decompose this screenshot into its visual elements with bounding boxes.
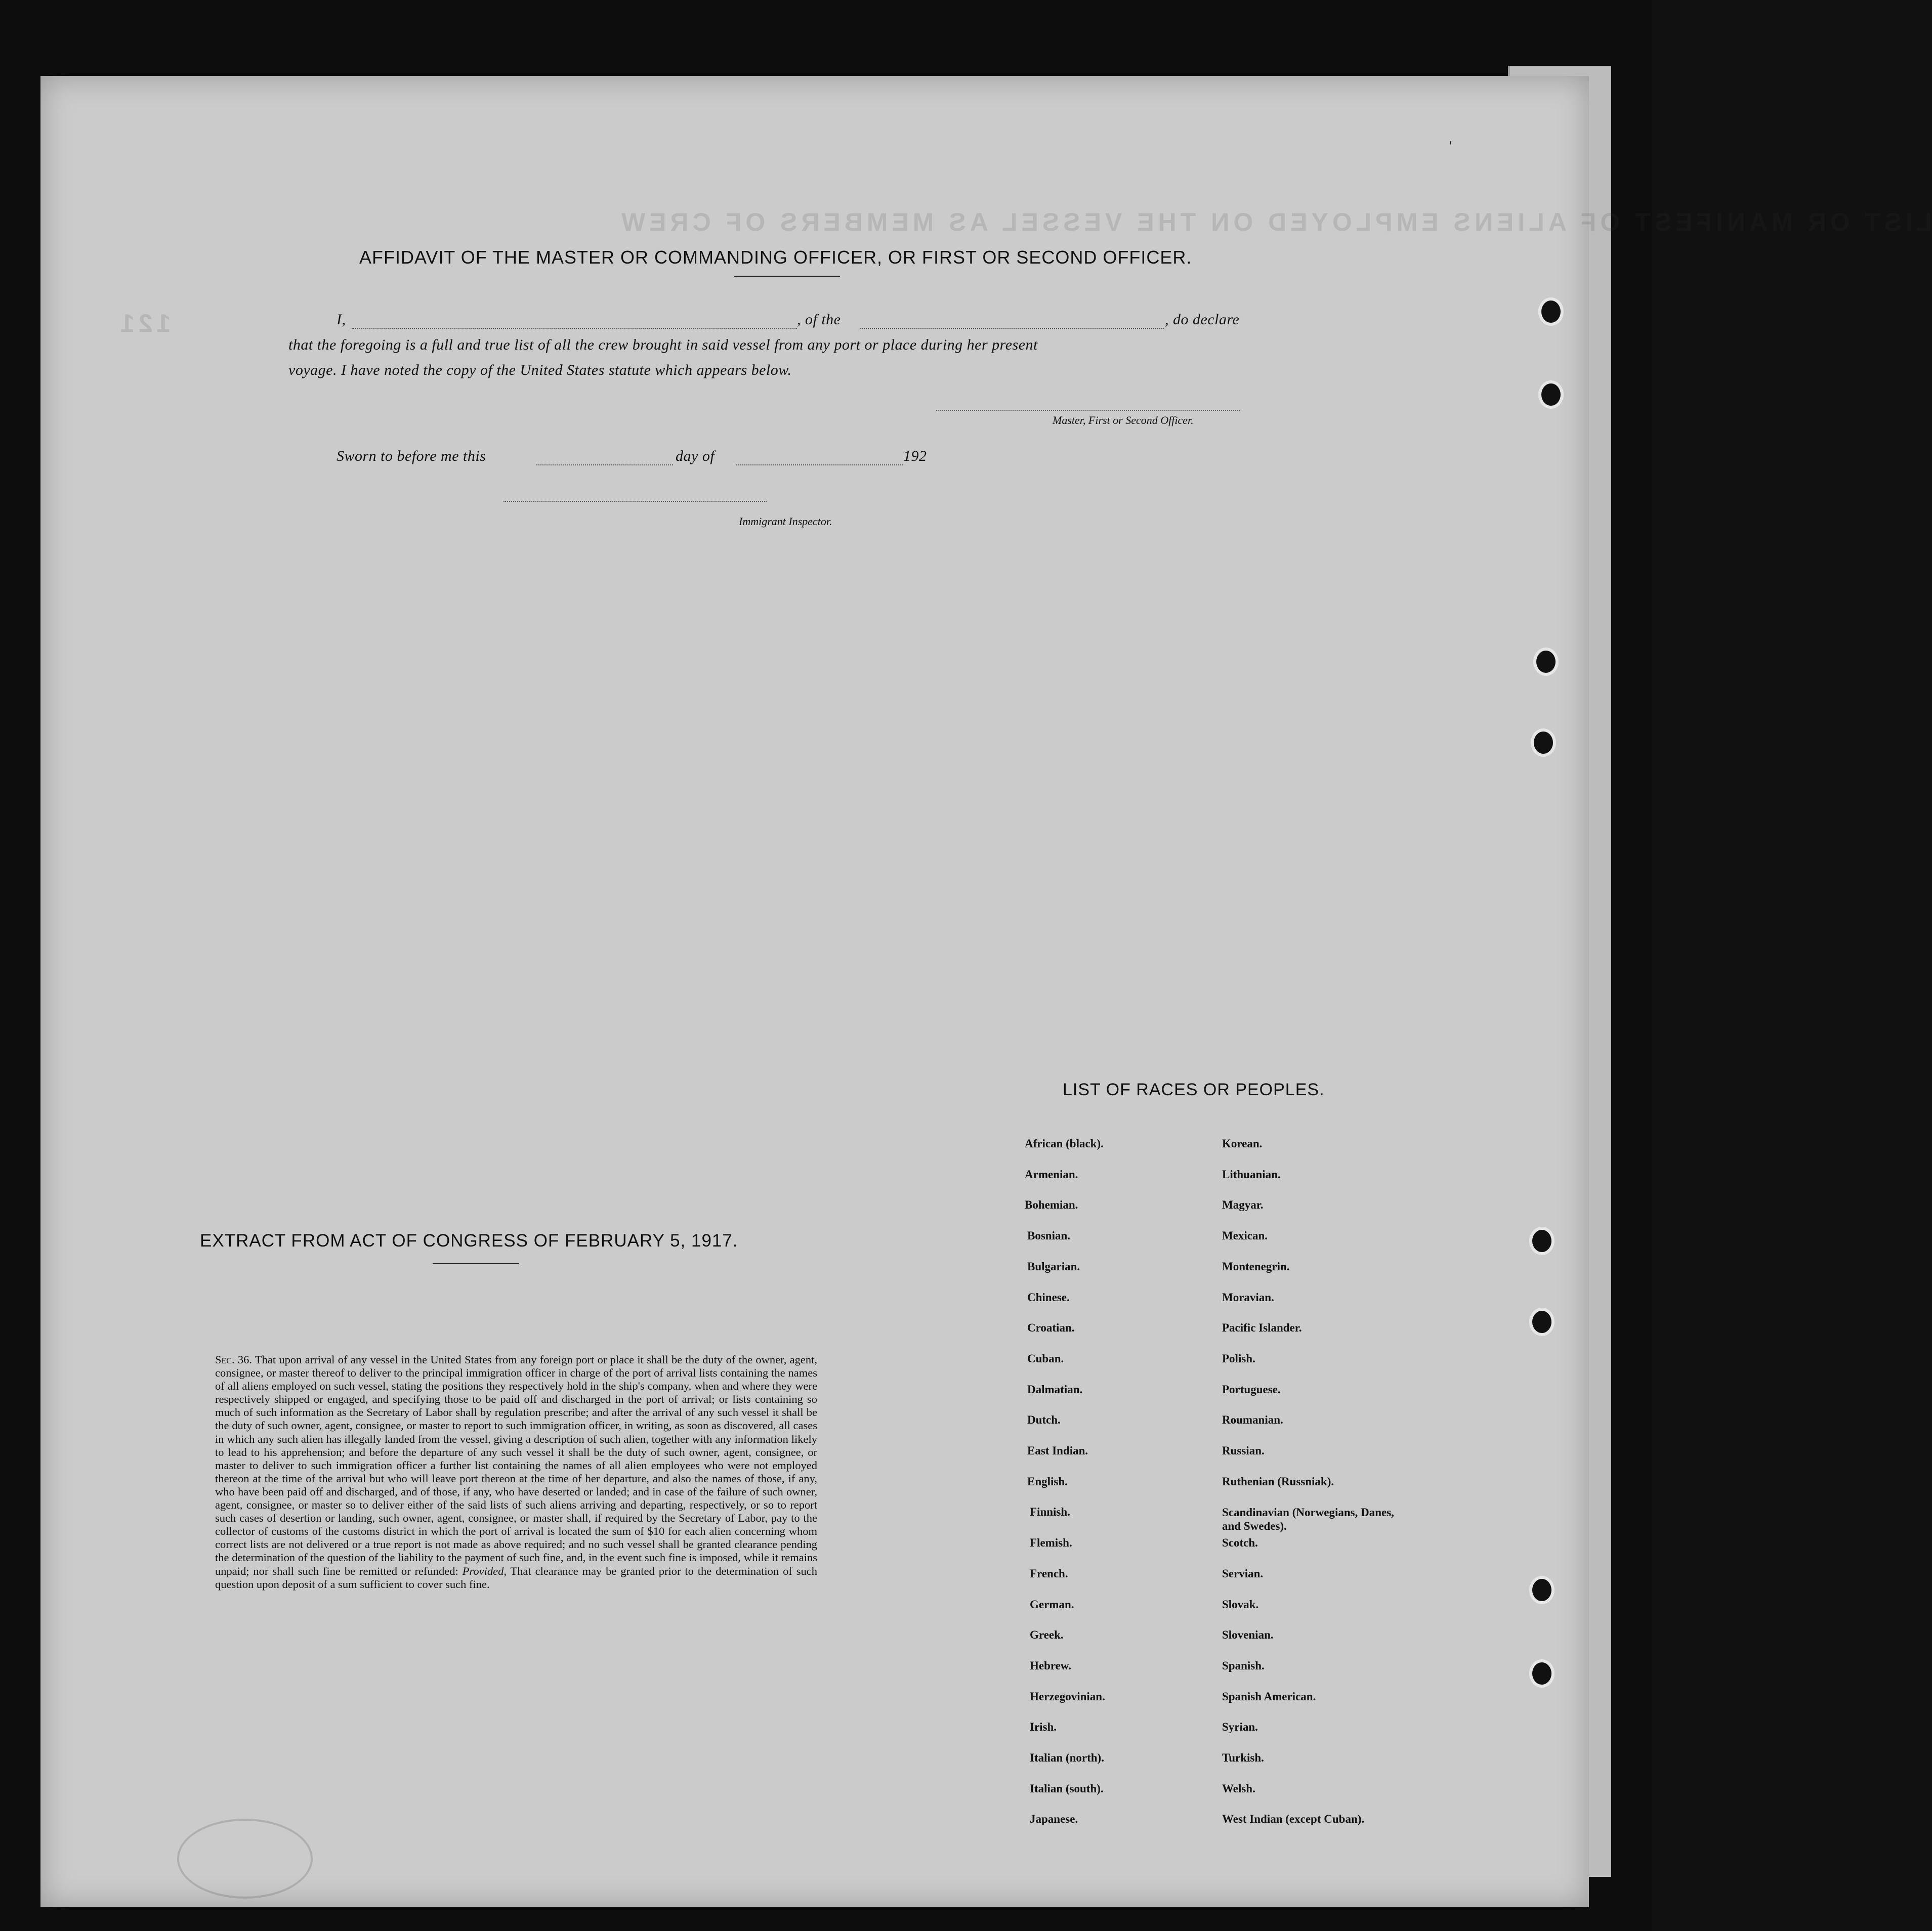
race-item: West Indian (except Cuban). xyxy=(1222,1813,1365,1826)
manifest-page xyxy=(40,76,1932,1907)
section-36-text xyxy=(215,1353,817,1591)
binder-hole xyxy=(1529,1227,1555,1255)
race-item: Japanese. xyxy=(1030,1813,1078,1826)
race-item: Pacific Islander. xyxy=(1222,1321,1302,1335)
race-item: English. xyxy=(1027,1475,1068,1488)
race-item: Greek. xyxy=(1030,1628,1064,1642)
race-item: Finnish. xyxy=(1030,1506,1070,1519)
race-item: Scandinavian (Norwegians, Danes, and Swedes). xyxy=(1222,1506,1394,1533)
race-item: Syrian. xyxy=(1222,1721,1258,1734)
affidavit-title-rule xyxy=(734,276,840,277)
binder-hole xyxy=(1538,380,1564,409)
race-item: Chinese. xyxy=(1027,1291,1070,1304)
race-item: Slovak. xyxy=(1222,1598,1259,1611)
affidavit-line-2: that the foregoing is a full and true list of all the crew brought in said vessel from any port or place during her present xyxy=(288,336,1038,353)
extract-title: EXTRACT FROM ACT OF CONGRESS OF FEBRUARY 5, 1917. xyxy=(200,1231,738,1251)
race-item: Armenian. xyxy=(1025,1168,1078,1181)
races-title: LIST OF RACES OR PEOPLES. xyxy=(1063,1080,1325,1099)
race-item: African (black). xyxy=(1025,1137,1104,1150)
binder-hole xyxy=(1531,728,1556,757)
sworn-label: Sworn to before me this xyxy=(337,448,486,464)
race-item: Spanish American. xyxy=(1222,1690,1316,1703)
race-item: Italian (south). xyxy=(1030,1782,1104,1795)
show-through-page-number: 121 xyxy=(116,309,171,337)
show-through-heading: LIST OR MANIFEST OF ALIENS EMPLOYED ON THE VESSEL AS MEMBERS OF CREW xyxy=(617,208,1932,236)
race-item: Magyar. xyxy=(1222,1198,1264,1212)
race-item: Spanish. xyxy=(1222,1659,1265,1672)
affidavit-line-3: voyage. I have noted the copy of the United States statute which appears below. xyxy=(288,362,792,378)
sworn-day-line[interactable] xyxy=(536,464,673,465)
binder-hole xyxy=(1533,648,1559,676)
race-item: Herzegovinian. xyxy=(1030,1690,1105,1703)
officer-signature-caption: Master, First or Second Officer. xyxy=(1053,414,1194,426)
race-item: Polish. xyxy=(1222,1352,1255,1365)
race-item: Mexican. xyxy=(1222,1229,1268,1242)
section-label: Sec. 36. xyxy=(215,1353,253,1366)
race-item: Italian (north). xyxy=(1030,1751,1104,1764)
sworn-month-line[interactable] xyxy=(736,464,903,465)
provided-label: Provided, xyxy=(462,1564,507,1577)
race-item: Russian. xyxy=(1222,1444,1265,1457)
race-item: Scotch. xyxy=(1222,1536,1258,1550)
inspector-signature-line[interactable] xyxy=(503,501,767,502)
race-item: Bohemian. xyxy=(1025,1198,1078,1212)
race-item: Korean. xyxy=(1222,1137,1263,1150)
race-item: Welsh. xyxy=(1222,1782,1255,1795)
race-item: East Indian. xyxy=(1027,1444,1088,1457)
inspector-signature-caption: Immigrant Inspector. xyxy=(739,515,832,528)
race-item: Bosnian. xyxy=(1027,1229,1071,1242)
race-item: Dalmatian. xyxy=(1027,1383,1083,1396)
section-body-part-1: That upon arrival of any vessel in the United States from any foreign port or place it shall be the duty of the owner, agent, consignee, or master thereof to deliver to the principal immigration officer in charge of the port of arrival lists containing the names of all aliens employed on such vessel, stating the positions they respectively hold in the ship's company, when and where they were respectively shipped or engaged, and specifying those to be paid off and discharged in the port of arrival; or lists containing so much of such information as the Secretary of Labor shall by regulation prescribe; and after the arrival of any such vessel it shall be the duty of such owner, agent, consignee, or master to report to such immigration officer, in writing, as soon as discovered, all cases in which any such alien has illegally landed from the vessel, giving a description of such alien, together with any information likely to lead to his apprehension; and before the departure of any such vessel it shall be the duty of such owner, agent, consignee, or master to deliver to such immigration officer a further list containing the names of all alien employees who were not employed thereon at the time of the arrival but who will leave port thereon at the time of her departure, and also the names of those, if any, who have been paid off and discharged, and of those, if any, who have deserted or landed; and in case of the failure of such owner, agent, consignee, or master so to deliver either of the said lists of such aliens arriving and departing, respectively, or so to report such cases of desertion or landing, such owner, agent, consignee, or master shall, if required by the Secretary of Labor, pay to the collector of customs of the customs district in which the port of arrival is located the sum of $10 for each alien concerning whom correct lists are not delivered or a true report is not made as above required; and no such vessel shall be granted clearance pending the determination of the question of the liability to the payment of such fine, and, in the event such fine is imposed, while it remains unpaid; nor shall such fine be remitted or refunded: xyxy=(215,1353,818,1577)
race-item: Roumanian. xyxy=(1222,1413,1283,1427)
vessel-name-line[interactable] xyxy=(860,328,1164,329)
year-label: 192 xyxy=(903,448,927,464)
binder-hole xyxy=(1529,1576,1555,1604)
race-item: German. xyxy=(1030,1598,1074,1611)
race-item: French. xyxy=(1030,1567,1068,1580)
officer-signature-line[interactable] xyxy=(936,410,1240,411)
race-item: Irish. xyxy=(1030,1721,1057,1734)
race-item: Turkish. xyxy=(1222,1751,1264,1764)
race-item: Montenegrin. xyxy=(1222,1260,1290,1273)
race-item: Ruthenian (Russniak). xyxy=(1222,1475,1334,1488)
race-item: Flemish. xyxy=(1030,1536,1072,1550)
binder-hole xyxy=(1538,297,1564,326)
binder-hole xyxy=(1529,1659,1555,1688)
section-body-part-2: That clearance may be granted prior to the determination of such question upon deposit of a sum sufficient to cover such fine. xyxy=(215,1564,818,1591)
race-item: Dutch. xyxy=(1027,1413,1061,1427)
race-item: Croatian. xyxy=(1027,1321,1075,1335)
race-item: Slovenian. xyxy=(1222,1628,1274,1642)
race-item: Cuban. xyxy=(1027,1352,1064,1365)
extract-title-rule xyxy=(433,1263,519,1264)
binder-hole xyxy=(1529,1308,1555,1336)
affidavit-i-label: I, xyxy=(337,311,346,328)
stray-tick-mark: ˈ xyxy=(1447,137,1454,160)
race-item: Bulgarian. xyxy=(1027,1260,1080,1273)
race-item: Portuguese. xyxy=(1222,1383,1281,1396)
affidavit-do-declare-label: , do declare xyxy=(1165,311,1240,328)
affidavit-of-the-label: , of the xyxy=(797,311,841,328)
faint-stamp xyxy=(177,1819,313,1899)
day-of-label: day of xyxy=(676,448,715,464)
race-item: Hebrew. xyxy=(1030,1659,1071,1672)
race-item: Moravian. xyxy=(1222,1291,1274,1304)
affiant-name-line[interactable] xyxy=(352,328,797,329)
race-item: Servian. xyxy=(1222,1567,1264,1580)
race-item: Lithuanian. xyxy=(1222,1168,1281,1181)
affidavit-title: AFFIDAVIT OF THE MASTER OR COMMANDING OFFICER, OR FIRST OR SECOND OFFICER. xyxy=(359,247,1192,268)
